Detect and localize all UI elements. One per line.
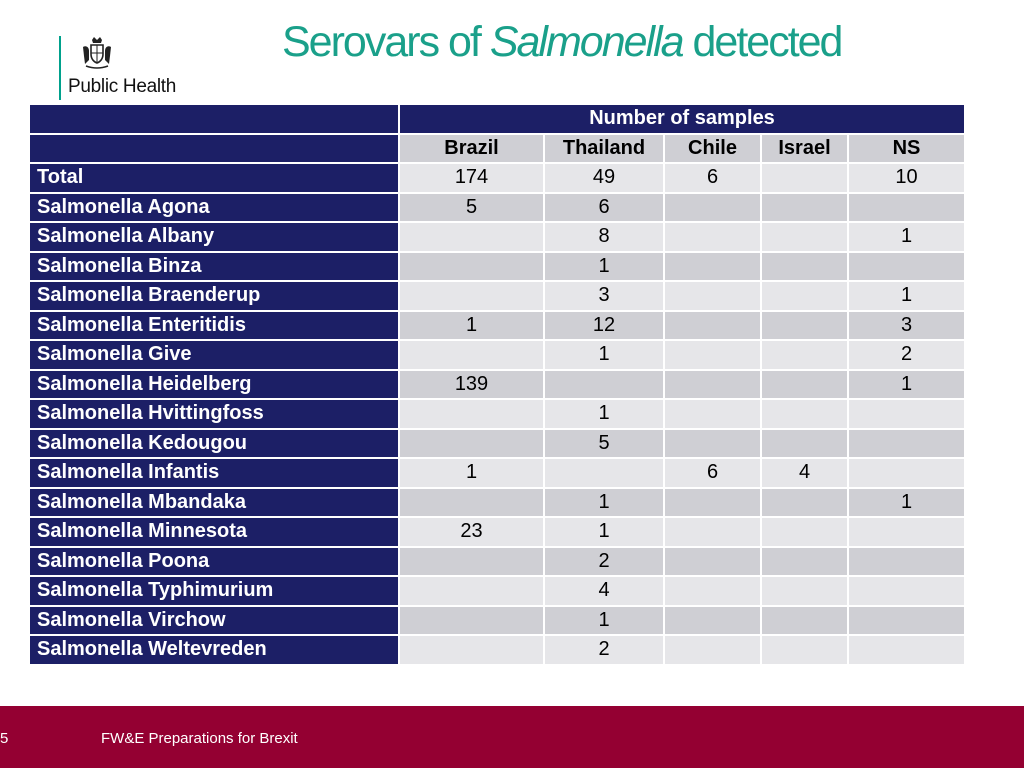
- row-label: Salmonella Minnesota: [29, 517, 399, 547]
- cell-ns: 1: [848, 488, 965, 518]
- cell-chile: [664, 547, 761, 577]
- serovar-table: [28, 103, 966, 666]
- cell-chile: [664, 252, 761, 282]
- cell-chile: [664, 370, 761, 400]
- cell-ns: 10: [848, 163, 965, 193]
- cell-ns: [848, 429, 965, 459]
- cell-thailand: 5: [544, 429, 664, 459]
- cell-thailand: 1: [544, 340, 664, 370]
- cell-chile: [664, 606, 761, 636]
- logo-accent-bar: [59, 36, 61, 100]
- cell-brazil: 174: [399, 163, 544, 193]
- cell-brazil: 1: [399, 458, 544, 488]
- cell-israel: [761, 606, 848, 636]
- table-row: [29, 163, 965, 193]
- row-label: Salmonella Typhimurium: [29, 576, 399, 606]
- table-row: [29, 429, 965, 459]
- row-label: Salmonella Infantis: [29, 458, 399, 488]
- cell-israel: [761, 163, 848, 193]
- cell-israel: [761, 311, 848, 341]
- cell-thailand: 12: [544, 311, 664, 341]
- row-label: Salmonella Agona: [29, 193, 399, 223]
- cell-ns: [848, 606, 965, 636]
- cell-brazil: [399, 547, 544, 577]
- cell-thailand: [544, 370, 664, 400]
- row-label: Salmonella Mbandaka: [29, 488, 399, 518]
- title-italic: Salmonella: [489, 18, 683, 66]
- cell-israel: [761, 340, 848, 370]
- cell-thailand: 2: [544, 547, 664, 577]
- cell-ns: [848, 517, 965, 547]
- cell-thailand: [544, 458, 664, 488]
- cell-israel: [761, 222, 848, 252]
- cell-ns: 3: [848, 311, 965, 341]
- row-label: Total: [29, 163, 399, 193]
- column-header-thailand: Thailand: [544, 134, 664, 164]
- cell-thailand: 8: [544, 222, 664, 252]
- group-header-number-of-samples: Number of samples: [399, 104, 965, 134]
- cell-israel: [761, 517, 848, 547]
- corner-cell: [29, 134, 399, 164]
- slide-title: [282, 18, 841, 67]
- cell-ns: [848, 458, 965, 488]
- cell-brazil: 1: [399, 311, 544, 341]
- cell-chile: [664, 488, 761, 518]
- slide-number: 5: [0, 730, 9, 747]
- cell-chile: [664, 576, 761, 606]
- table-row: [29, 281, 965, 311]
- cell-israel: [761, 370, 848, 400]
- cell-ns: [848, 547, 965, 577]
- cell-chile: [664, 340, 761, 370]
- cell-brazil: 139: [399, 370, 544, 400]
- row-label: Salmonella Binza: [29, 252, 399, 282]
- logo-org-name: Public Health: [68, 76, 177, 97]
- cell-brazil: 23: [399, 517, 544, 547]
- cell-ns: [848, 635, 965, 665]
- cell-brazil: [399, 222, 544, 252]
- footer-bar: [0, 706, 1024, 768]
- cell-thailand: 1: [544, 517, 664, 547]
- row-label: Salmonella Albany: [29, 222, 399, 252]
- cell-chile: 6: [664, 163, 761, 193]
- cell-chile: [664, 193, 761, 223]
- row-label: Salmonella Enteritidis: [29, 311, 399, 341]
- cell-chile: [664, 311, 761, 341]
- column-header-israel: Israel: [761, 134, 848, 164]
- table-row: [29, 517, 965, 547]
- cell-chile: 6: [664, 458, 761, 488]
- column-header-chile: Chile: [664, 134, 761, 164]
- table-row: [29, 311, 965, 341]
- row-label: Salmonella Weltevreden: [29, 635, 399, 665]
- cell-brazil: [399, 488, 544, 518]
- table-row: [29, 488, 965, 518]
- cell-thailand: 4: [544, 576, 664, 606]
- cell-brazil: [399, 606, 544, 636]
- table-row: [29, 606, 965, 636]
- row-label: Salmonella Give: [29, 340, 399, 370]
- cell-chile: [664, 635, 761, 665]
- corner-cell: [29, 104, 399, 134]
- cell-brazil: [399, 429, 544, 459]
- cell-thailand: 1: [544, 606, 664, 636]
- row-label: Salmonella Braenderup: [29, 281, 399, 311]
- cell-israel: [761, 281, 848, 311]
- group-header-row: [29, 104, 965, 134]
- cell-ns: 2: [848, 340, 965, 370]
- cell-chile: [664, 222, 761, 252]
- cell-brazil: [399, 576, 544, 606]
- cell-thailand: 1: [544, 488, 664, 518]
- table-row: [29, 252, 965, 282]
- row-label: Salmonella Heidelberg: [29, 370, 399, 400]
- column-header-ns: NS: [848, 134, 965, 164]
- cell-israel: [761, 576, 848, 606]
- cell-thailand: 1: [544, 252, 664, 282]
- cell-chile: [664, 281, 761, 311]
- cell-israel: 4: [761, 458, 848, 488]
- table-row: [29, 193, 965, 223]
- table-row: [29, 458, 965, 488]
- cell-ns: [848, 252, 965, 282]
- cell-ns: [848, 399, 965, 429]
- row-label: Salmonella Virchow: [29, 606, 399, 636]
- cell-israel: [761, 399, 848, 429]
- table-row: [29, 222, 965, 252]
- column-header-brazil: Brazil: [399, 134, 544, 164]
- cell-israel: [761, 193, 848, 223]
- royal-coat-of-arms-icon: [80, 36, 114, 70]
- cell-israel: [761, 635, 848, 665]
- cell-ns: 1: [848, 222, 965, 252]
- cell-thailand: 3: [544, 281, 664, 311]
- cell-brazil: 5: [399, 193, 544, 223]
- footer-text: FW&E Preparations for Brexit: [101, 730, 298, 747]
- cell-ns: 1: [848, 281, 965, 311]
- cell-chile: [664, 429, 761, 459]
- cell-brazil: [399, 281, 544, 311]
- cell-brazil: [399, 252, 544, 282]
- title-part-1: Serovars of: [282, 18, 490, 66]
- table-row: [29, 399, 965, 429]
- table-row: [29, 576, 965, 606]
- cell-israel: [761, 488, 848, 518]
- cell-chile: [664, 399, 761, 429]
- row-label: Salmonella Hvittingfoss: [29, 399, 399, 429]
- row-label: Salmonella Kedougou: [29, 429, 399, 459]
- cell-thailand: 1: [544, 399, 664, 429]
- table-row: [29, 547, 965, 577]
- cell-thailand: 49: [544, 163, 664, 193]
- cell-israel: [761, 547, 848, 577]
- title-part-2: detected: [682, 18, 842, 66]
- cell-israel: [761, 429, 848, 459]
- cell-brazil: [399, 340, 544, 370]
- cell-thailand: 2: [544, 635, 664, 665]
- cell-thailand: 6: [544, 193, 664, 223]
- cell-israel: [761, 252, 848, 282]
- cell-brazil: [399, 399, 544, 429]
- row-label: Salmonella Poona: [29, 547, 399, 577]
- column-header-row: [29, 134, 965, 164]
- table-row: [29, 370, 965, 400]
- cell-brazil: [399, 635, 544, 665]
- cell-chile: [664, 517, 761, 547]
- table-row: [29, 340, 965, 370]
- cell-ns: [848, 193, 965, 223]
- cell-ns: 1: [848, 370, 965, 400]
- table-row: [29, 635, 965, 665]
- cell-ns: [848, 576, 965, 606]
